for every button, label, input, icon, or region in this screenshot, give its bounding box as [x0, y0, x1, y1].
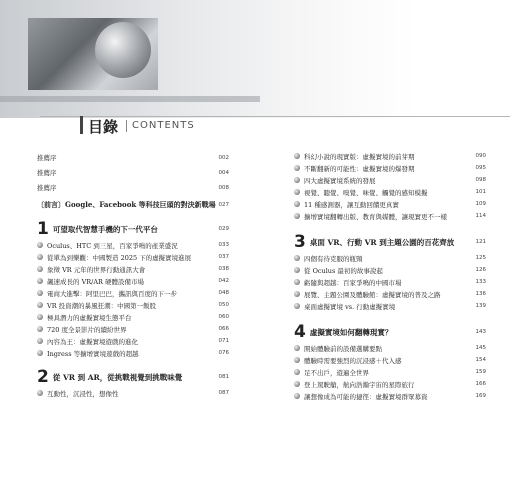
item-page: 166: [475, 381, 486, 387]
toc-item[interactable]: [37, 311, 229, 323]
item-label: 擴增實境翻轉出版、教育與媒體，讓現實更不一樣: [304, 212, 447, 221]
item-page: 048: [218, 290, 229, 296]
toc-item[interactable]: [294, 252, 486, 264]
bullet-icon: [294, 279, 300, 285]
chapter-page: 121: [475, 239, 486, 245]
globe-image: [95, 22, 151, 78]
item-page: 050: [218, 302, 229, 308]
bullet-icon: [37, 326, 43, 332]
item-label: 電商大進擊：阿里巴巴，攜訊與百度的下一步: [47, 289, 177, 298]
toc-item[interactable]: [294, 366, 486, 378]
item-page: 125: [475, 255, 486, 261]
bullet-icon: [294, 255, 300, 261]
toc-entry[interactable]: [37, 195, 229, 215]
toc-item[interactable]: [294, 162, 486, 174]
bullet-icon: [294, 291, 300, 297]
bullet-icon: [37, 278, 43, 284]
item-page: 101: [475, 189, 486, 195]
item-label: 登上駕駛艙，航向浩瀚宇宙的星際旅行: [304, 380, 415, 389]
item-label: 飆速成長的 VR/AR 硬體設備市場: [47, 277, 144, 286]
item-label: Oculus、HTC 到三星，百家爭鳴的產業盛況: [47, 241, 178, 250]
item-page: 136: [475, 291, 486, 297]
bullet-icon: [37, 290, 43, 296]
item-page: 169: [475, 393, 486, 399]
entry-label: 推薦序: [37, 154, 57, 162]
item-label: 虧隨與超越：百家爭鳴的中國市場: [304, 278, 402, 287]
chapter-number: 4: [294, 322, 306, 342]
item-label: 視覺、聽覺、嗅覺、味覺、觸覺的感知模擬: [304, 188, 428, 197]
item-label: 四個有待克服的瓶頸: [304, 254, 363, 263]
toc-item[interactable]: [37, 251, 229, 263]
page-title: 目錄: [88, 118, 119, 136]
toc-item[interactable]: [294, 354, 486, 366]
toc-item[interactable]: [37, 263, 229, 275]
bullet-icon: [294, 357, 300, 363]
item-page: 042: [218, 278, 229, 284]
toc-item[interactable]: [294, 288, 486, 300]
item-label: 11 種感測器，讓互動回饋更真實: [304, 200, 399, 209]
item-page: 114: [475, 213, 486, 219]
toc-item[interactable]: [294, 300, 486, 312]
item-label: 四大虛擬實境系統的發展: [304, 176, 376, 185]
toc-item[interactable]: [294, 210, 486, 222]
bullet-icon: [294, 213, 300, 219]
bullet-icon: [37, 314, 43, 320]
toc-item[interactable]: [37, 387, 229, 399]
bullet-icon: [37, 390, 43, 396]
entry-label: 推薦序: [37, 184, 57, 192]
bullet-icon: [37, 242, 43, 248]
item-label: 足不出戶，遊遍全世界: [304, 368, 369, 377]
item-page: 090: [475, 153, 486, 159]
toc-item[interactable]: [294, 264, 486, 276]
bullet-icon: [294, 267, 300, 273]
toc-item[interactable]: [37, 239, 229, 251]
item-page: 076: [218, 350, 229, 356]
bullet-icon: [294, 345, 300, 351]
title-separator: [126, 120, 127, 132]
item-page: 126: [475, 267, 486, 273]
toc-entry[interactable]: [37, 180, 229, 195]
item-page: 071: [218, 338, 229, 344]
item-label: Ingress 等擴增實境遊戲的超越: [47, 349, 139, 358]
item-label: 720 度全景影片的續紛世界: [47, 325, 127, 334]
entry-page: 002: [218, 154, 229, 161]
item-page: 098: [475, 177, 486, 183]
bullet-icon: [294, 381, 300, 387]
item-page: 038: [218, 266, 229, 272]
chapter-number: 2: [37, 367, 49, 387]
toc-item[interactable]: [37, 287, 229, 299]
toc-item[interactable]: [294, 186, 486, 198]
chapter-heading[interactable]: [294, 322, 486, 342]
bullet-icon: [37, 338, 43, 344]
item-label: 從單為到樂觀：中國製造 2025 下的虛擬實境進展: [47, 253, 192, 262]
chapter-number: 3: [294, 232, 306, 252]
bullet-icon: [294, 165, 300, 171]
chapter-number: 1: [37, 219, 49, 239]
toc-item[interactable]: [294, 276, 486, 288]
chapter-heading[interactable]: [37, 219, 229, 239]
item-label: VR 投資潮的暴風狂潮：中國第一飯股: [47, 301, 157, 310]
item-page: 060: [218, 314, 229, 320]
bullet-icon: [37, 302, 43, 308]
chapter-title: 從 VR 到 AR，從挑戰視覺到挑戰味覺: [52, 372, 183, 382]
toc-item[interactable]: [294, 378, 486, 390]
item-label: 讓想像成為可能的捷徑：虛擬實境群眾募資: [304, 392, 428, 401]
toc-right-column: [294, 150, 486, 402]
item-page: 095: [475, 165, 486, 171]
item-label: 體驗時需要強烈的沉浸感＋代入感: [304, 356, 402, 365]
entry-page: 004: [218, 169, 229, 176]
chapter-page: 143: [475, 329, 486, 335]
bullet-icon: [294, 369, 300, 375]
toc-item[interactable]: [294, 342, 486, 354]
item-page: 033: [218, 242, 229, 248]
toc-item[interactable]: [37, 335, 229, 347]
entry-label: 〔前言〕Google、Facebook 等科技巨頭的對決新戰場: [37, 200, 216, 209]
toc-item[interactable]: [37, 347, 229, 359]
item-label: 極具潛力的虛擬實境生態平台: [47, 313, 132, 322]
bullet-icon: [294, 303, 300, 309]
item-page: 154: [475, 357, 486, 363]
chapter-title: 可望取代智慧手機的下一代平台: [52, 224, 158, 234]
item-label: 內容為王：虛擬實境遊戲的進化: [47, 337, 138, 346]
toc-item[interactable]: [37, 299, 229, 311]
entry-page: 027: [218, 202, 229, 208]
item-label: 從 Oculus 最初的故事說起: [304, 266, 383, 275]
banner-stripe: [0, 96, 260, 102]
item-page: 066: [218, 326, 229, 332]
item-page: 133: [475, 279, 486, 285]
item-label: 開始體驗前的設備選購要點: [304, 344, 382, 353]
toc-item[interactable]: [294, 150, 486, 162]
chapter-heading[interactable]: [294, 232, 486, 252]
item-label: 不斷翻新的可能性：虛擬實境的爆發期: [304, 164, 415, 173]
title-accent-bar: [80, 116, 83, 134]
chapter-page: 081: [218, 374, 229, 380]
item-page: 139: [475, 303, 486, 309]
toc-item[interactable]: [37, 323, 229, 335]
bullet-icon: [294, 189, 300, 195]
item-page: 159: [475, 369, 486, 375]
bullet-icon: [37, 350, 43, 356]
toc-entry[interactable]: [37, 165, 229, 180]
bullet-icon: [37, 266, 43, 272]
item-label: 展覽、主題公園及體驗館：虛擬實境的普及之路: [304, 290, 441, 299]
bullet-icon: [37, 254, 43, 260]
entry-label: 推薦序: [37, 169, 57, 177]
toc-item[interactable]: [37, 275, 229, 287]
item-page: 145: [475, 345, 486, 351]
bullet-icon: [294, 201, 300, 207]
toc-item[interactable]: [294, 198, 486, 210]
toc-entry[interactable]: [37, 150, 229, 165]
toc-item[interactable]: [294, 174, 486, 186]
item-page: 037: [218, 254, 229, 260]
chapter-title: 虛擬實境如何翻轉現實？: [309, 327, 393, 337]
toc-item[interactable]: [294, 390, 486, 402]
page-subtitle: CONTENTS: [132, 120, 195, 131]
item-label: 桌面虛擬實境 vs. 行動虛擬實境: [304, 302, 396, 311]
chapter-title: 桌面 VR、行動 VR 到主題公園的百花齊放: [309, 237, 455, 247]
item-page: 087: [218, 390, 229, 396]
item-label: 科幻小說的現實版：虛擬實境的前芽期: [304, 152, 415, 161]
bullet-icon: [294, 393, 300, 399]
entry-page: 008: [218, 184, 229, 191]
header-banner: [0, 0, 520, 118]
item-page: 109: [475, 201, 486, 207]
item-label: 互動性，沉浸性，想像性: [47, 389, 119, 398]
bullet-icon: [294, 153, 300, 159]
chapter-heading[interactable]: [37, 367, 229, 387]
item-label: 象徵 VR 元年的世界行動通訊大會: [47, 265, 146, 274]
toc-left-column: [37, 150, 229, 399]
chapter-page: 029: [218, 226, 229, 232]
bullet-icon: [294, 177, 300, 183]
